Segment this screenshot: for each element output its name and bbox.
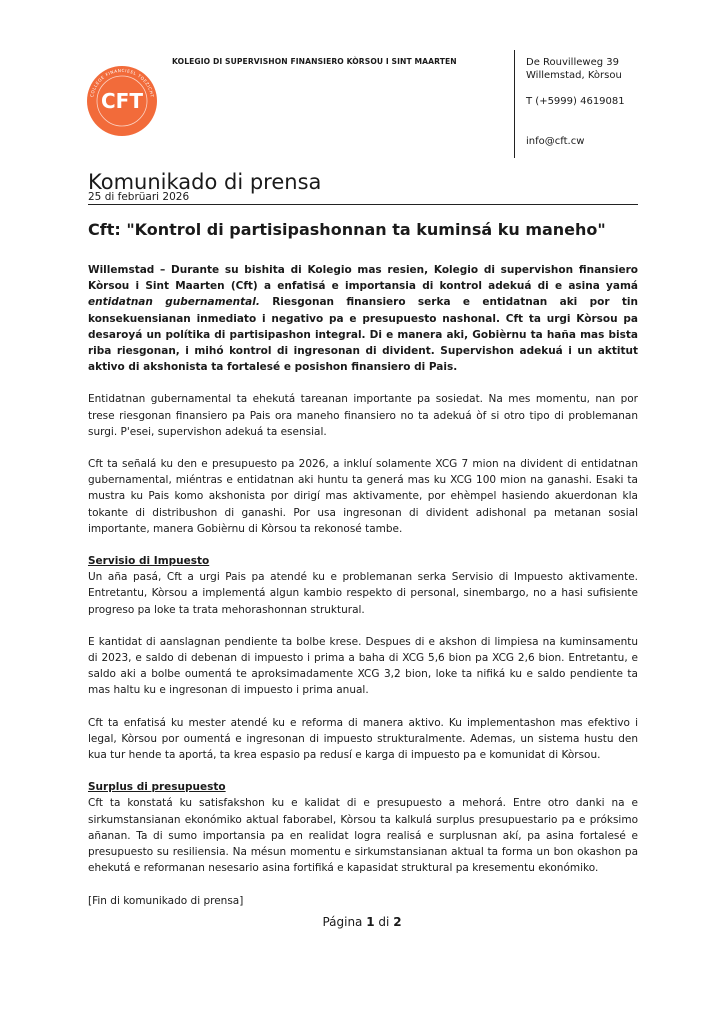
page-current: 1 bbox=[366, 915, 375, 929]
paragraph: Entidatnan gubernamental ta ehekutá tareanan importante pa sosiedat. Na mes momentu, nan por trese riesgonan finansiero pa Pais ora maneho finansiero no ta adekuá òf si otro tipo di problemanan surgi. P'esei, supervishon adekuá ta esensial. bbox=[88, 393, 638, 438]
paragraph: E kantidat di aanslagnan pendiente ta bolbe krese. Despues di e akshon di limpiesa na kuminsamentu di 2023, e saldo di debenan di impuesto i prima a baha di XCG 5,6 bion pa XCG 2,6 bion. Entretantu, e saldo aki a bolbe oumentá te aproksimadamente XCG 3,2 bion, loke ta nifiká ku e saldo pendiente ta mas haltu ku e ingresonan di impuesto i prima anual. bbox=[88, 635, 638, 697]
closing-note: [Fin di komunikado di prensa] bbox=[88, 894, 244, 907]
paragraph: Cft ta enfatisá ku mester atendé ku e reforma di manera aktivo. Ku implementashon mas efektivo i legal, Kòrsou por oumentá e ingresonan di impuesto strukturalmente. Ademas, un sistema hustu den kua tur hende ta aportá, ta krea espasio pa redusí e karga di impuesto pa e komunidat di Kòrsou. bbox=[88, 716, 638, 762]
contact-block bbox=[526, 56, 625, 148]
title-rule bbox=[88, 204, 638, 205]
paragraph: Un aña pasá, Cft a urgi Pais pa atendé ku e problemanan serka Servisio di Impuesto aktivamente. Entretantu, Kòrsou a implementá algun kambio respekto di personal, sinembargo, no a hasi sufisiente progreso pa loke ta trata mehorashonnan struktural. bbox=[88, 571, 638, 616]
page-word: Página bbox=[322, 915, 363, 929]
address-line-1: De Rouvilleweg 39 bbox=[526, 57, 619, 68]
page-title: Komunikado di prensa bbox=[88, 170, 322, 194]
address-line-2: Willemstad, Kòrsou bbox=[526, 70, 622, 81]
cft-logo-icon bbox=[86, 65, 158, 137]
page-total: 2 bbox=[393, 915, 402, 929]
paragraph: Cft ta konstatá ku satisfakshon ku e kalidat di e presupuesto a mehorá. Entre otro danki na e sirkumstansianan ekonómiko aktual faborabel, Kòrsou ta kalkulá surplus presupuestario pa e próksimo añanan. Ta di sumo importansia pa en realidat logra realisá e surplusnan akí, pa asina fortalesé e presupuesto su resiliensia. Na mésun momentu e sirkumstansianan aktual ta forma un bon okashon pa ehekutá e reformanan nesesario asina fortifiká e kapasidat struktural pa kresementu ekonómiko. bbox=[88, 797, 638, 875]
logo-text: CFT bbox=[101, 89, 143, 113]
section-heading-surplus: Surplus di presupuesto bbox=[88, 781, 226, 794]
phone-number: T (+5999) 4619081 bbox=[526, 96, 625, 107]
section-heading-tax: Servisio di Impuesto bbox=[88, 555, 210, 568]
org-name: KOLEGIO DI SUPERVISHON FINANSIERO KÒRSOU I SINT MAARTEN bbox=[172, 57, 457, 66]
headline: Cft: "Kontrol di partisipashonnan ta kuminsá ku maneho" bbox=[88, 220, 606, 239]
header-divider bbox=[514, 50, 515, 158]
page-number bbox=[0, 915, 724, 929]
email-link[interactable]: info@cft.cw bbox=[526, 136, 585, 147]
lead-text-b: Riesgonan finansiero serka e entidatnan aki por tin konsekuensianan inmediato i negativo pa e presupuesto nashonal. Cft ta urgi Kòrsou pa desaroyá un polítika di partisipashon integral. Di e manera aki, Gobièrnu ta haña mas bista riba riesgonan, i mihó kontrol di ingresonan di divident. Supervishon adekuá i un aktitut aktivo di akshonista ta fortalesé e posishon finansiero di Pais. bbox=[88, 296, 639, 374]
lead-paragraph bbox=[88, 262, 638, 375]
release-date: 25 di febrüari 2026 bbox=[88, 191, 190, 203]
paragraph: Cft ta señalá ku den e presupuesto pa 2026, a inkluí solamente XCG 7 mion na divident di entidatnan gubernamental, miéntras e entidatnan aki huntu ta generá mas ku XCG 100 mion na ganashi. Esaki ta mustra ku Pais komo akshonista por dirigí mas aktivamente, por ehèmpel hasiendo akuerdonan kla tokante di distribushon di ganashi. Por usa ingresonan di divident adishonal pa metanan sosial importante, manera Gobièrnu di Kòrsou ta rekonosé tambe. bbox=[88, 458, 638, 535]
lead-text-a: Willemstad – Durante su bishita di Kolegio mas resien, Kolegio di supervishon finansiero Kòrsou i Sint Maarten (Cft) a enfatisá e importansia di kontrol adekuá di e asina yamá bbox=[88, 264, 638, 293]
lead-emphasis: entidatnan gubernamental. bbox=[88, 296, 260, 309]
article-body bbox=[88, 262, 638, 925]
logo-ring-text: COLLEGE FINANCIEEL TOEZICHT bbox=[89, 67, 155, 99]
page-of: di bbox=[378, 915, 390, 929]
